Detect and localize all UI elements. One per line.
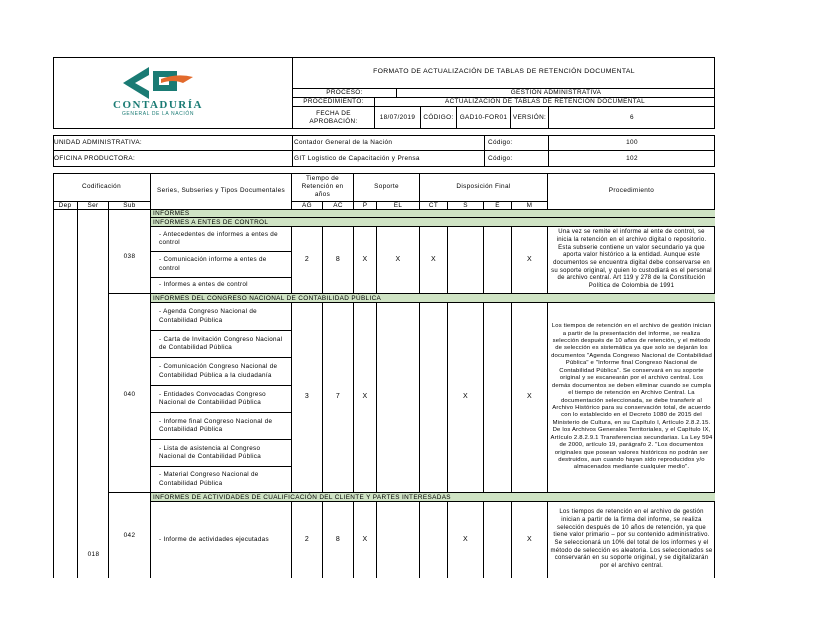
sub2-m: X [512,303,548,493]
col-dep: Dep [53,202,78,210]
series-heading: INFORMES [151,210,715,218]
sub3-e [484,502,512,578]
unidad-codigo-value: 100 [549,135,715,151]
unidad-codigo-label: Código: [485,135,549,151]
sub2-ct [420,303,448,493]
list-item: - Agenda Congreso Nacional de Contabilidad Pública [151,303,292,331]
list-item: - Antecedentes de informes a entes de control [151,227,292,252]
codigo-value: GAD10-FOR01 [457,107,511,129]
contaduria-logo-icon [121,65,195,99]
sub3-ag: 2 [292,502,323,578]
list-item: - Informe final Congreso Nacional de Contabilidad Pública [151,413,292,440]
sub1-procedimiento: Una vez se remite el informe al ente de control, se inicia la retención en el archivo digital o repositorio. Esta subserie contiene un valor secundario ya que aporta valor histórico a la entidad. Aunque este documentos se encuentra digital debe conservarse en su soporte original, y quien lo custodiará es el personal de archivo central. Art 119 y 278 de la Constitución Política de Colombia de 1991 [548,227,715,294]
col-p: P [354,202,377,210]
sub1-m: X [512,227,548,294]
list-item: - Entidades Convocadas Congreso Nacional de Contabilidad Pública [151,386,292,413]
oficina-codigo-label: Código: [485,151,549,167]
sub1-p: X [354,227,377,294]
sub2-ac: 7 [323,303,354,493]
col-ag: AG [292,202,323,210]
sub2-e [484,303,512,493]
version-value: 6 [630,114,634,122]
unidad-value: Contador General de la Nación [293,135,485,151]
subseries-title-038: INFORMES A ENTES DE CONTROL [151,218,715,227]
col-disposicion: Disposición Final [420,173,548,202]
col-tiempo: Tiempo de Retención en años [292,173,354,202]
sub-code-038: 038 [109,210,151,294]
sub3-procedimiento: Los tiempos de retención en el archivo de gestión inician a partir de la firma del informe, se realiza selección después de 10 años de retención, ya que tiene valor primario – por su contenido administrativo. Se seleccionará un 10% del total de los informes y el método de selección es aleatoria. Los seleccionados se conservarán en su soporte original, y se digitalizarán por el archivo central. [550,509,713,570]
oficina-value: GIT Logístico de Capacitación y Prensa [293,151,485,167]
col-codificacion: Codificación [53,173,151,202]
list-item: - Lista de asistencia al Congreso Nacional de Contabilidad Pública [151,440,292,467]
fecha-label: FECHA DE APROBACIÓN: [293,107,375,129]
col-s: S [448,202,484,210]
sub3-m: X [512,502,548,578]
logo-subtext: GENERAL DE LA NACIÓN [121,111,195,117]
sub-code-042: 042 [109,493,151,578]
col-procedimiento: Procedimiento [548,173,715,210]
sub3-ct [420,502,448,578]
procedimiento-value: ACTUALIZACIÓN DE TABLAS DE RETENCIÓN DOCUMENTAL [375,98,715,107]
sub2-procedimiento: Los tiempos de retención en el archivo de gestión inician a partir de la presentación del informe, se realiza selección después de 10 años de retención, y el método de selección es sistemática ya que solo se dejarán los documentos "Agenda Congreso Nacional de Contabilidad Pública" e "Informe final Congreso Nacional de Contabilidad Pública". Se conservará en su soporte original y se escanearán por el archivo central. Los demás documentos se deben eliminar cuando se cumpla el tiempo de retención en Archivo Central. La documentación seleccionada, se debe transferir al Archivo Histórico para su conservación total, de acuerdo con lo establecido en el Decreto 1080 de 2015 del Ministerio de Cultura, en su Capítulo I, Artículo 2.8.2.15. De los Archivos Generales Territoriales, y el Capítulo IX, Artículo 2.8.2.9.1 Transferencias secundarias. La Ley 594 de 2000, artículo 19, parágrafo 2. "Los documentos originales que posean valores históricos no podrán ser destruidos, aun cuando hayan sido reproducidos y/o almacenados mediante cualquier medio". [548,303,715,493]
ser-value: 018 [87,551,100,559]
unidad-label: UNIDAD ADMINISTRATIVA: [53,135,293,151]
sub2-p: X [354,303,377,493]
subseries-title-040: INFORMES DEL CONGRESO NACIONAL DE CONTABILIDAD PÚBLICA [151,294,715,303]
logo-text: CONTADURÍA [113,99,203,111]
fecha-value: 18/07/2019 [375,107,421,129]
sub3-el [377,502,420,578]
version-label: VERSIÓN: [511,107,549,129]
sub2-el [377,303,420,493]
sub3-s: X [448,502,484,578]
sub1-el: X [377,227,420,294]
sub1-s [448,227,484,294]
list-item: - Informe de actividades ejecutadas [151,502,292,578]
proceso-label: PROCESO: [293,89,397,98]
col-ac: AC [323,202,354,210]
form-title: FORMATO DE ACTUALIZACIÓN DE TABLAS DE RETENCIÓN DOCUMENTAL [293,57,715,89]
sub1-ct: X [420,227,448,294]
col-e: E [484,202,512,210]
list-item: - Carta de Invitación Congreso Nacional de Contabilidad Pública [151,331,292,358]
list-item: - Comunicación Congreso Nacional de Contabilidad Pública a la ciudadanía [151,358,292,386]
col-el: EL [377,202,420,210]
list-item: - Comunicación informe a entes de control [151,252,292,278]
sub1-ac: 8 [323,227,354,294]
col-series: Series, Subseries y Tipos Documentales [151,173,292,210]
col-soporte: Soporte [354,173,420,202]
procedimiento-label: PROCEDIMIENTO: [293,98,375,107]
list-item: - Material Congreso Nacional de Contabilidad Pública [151,467,292,493]
proceso-value: GESTIÓN ADMINISTRATIVA [397,89,715,98]
sub1-ag: 2 [292,227,323,294]
ser-column [78,210,109,578]
list-item: - Informes a entes de control [151,278,292,294]
col-m: M [512,202,548,210]
col-ct: CT [420,202,448,210]
subseries-title-042: INFORMES DE ACTIVIDADES DE CUALIFICACIÓN DEL CLIENTE Y PARTES INTERESADAS [151,493,715,502]
sub3-p: X [354,502,377,578]
codigo-label: CÓDIGO: [421,107,457,129]
sub-code-040: 040 [109,294,151,493]
col-ser: Ser [78,202,109,210]
oficina-codigo-value: 102 [626,155,638,163]
sub3-ac: 8 [323,502,354,578]
sub2-s: X [448,303,484,493]
sub1-e [484,227,512,294]
col-sub: Sub [109,202,151,210]
logo-cell [53,57,293,129]
sub2-ag: 3 [292,303,323,493]
oficina-label: OFICINA PRODUCTORA: [53,151,293,167]
dep-column [53,210,78,578]
